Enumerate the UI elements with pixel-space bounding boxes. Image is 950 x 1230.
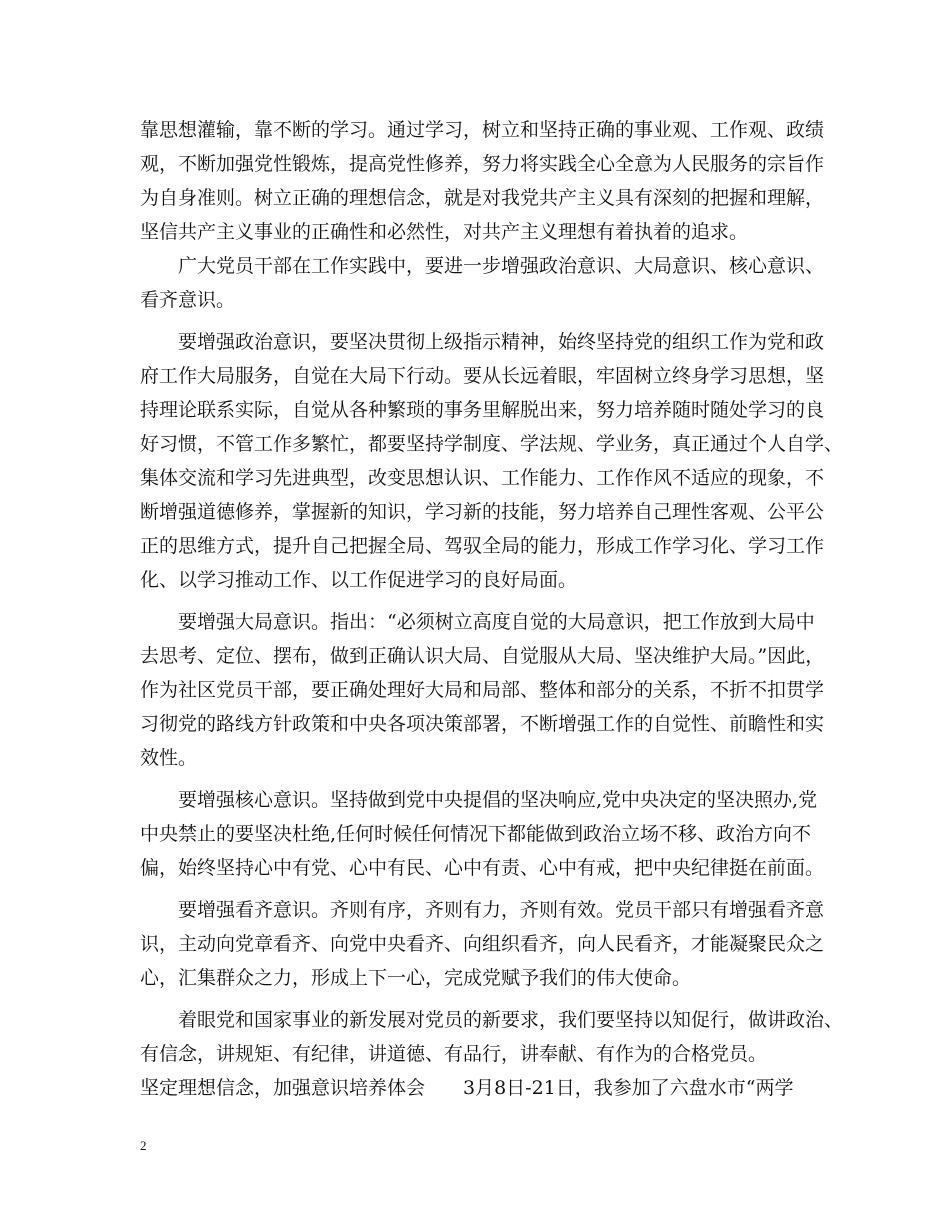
text-line: 着眼党和国家事业的新发展对党员的新要求，我们要坚持以知促行，做讲政治、 [178, 1009, 844, 1031]
text-line: 化、以学习推动工作、以工作促进学习的良好局面。 [140, 569, 578, 591]
text-line: 集体交流和学习先进典型，改变思想认识、工作能力、工作作风不适应的现象，不 [140, 467, 825, 489]
text-line: 要增强看齐意识。齐则有序，齐则有力，齐则有效。党员干部只有增强看齐意 [178, 899, 825, 921]
text-line: 心，汇集群众之力，形成上下一心，完成党赋予我们的伟大使命。 [140, 967, 692, 989]
text-line: 看齐意识。 [140, 289, 236, 311]
text-line: 正的思维方式，提升自己把握全局、驾驭全局的能力，形成工作学习化、学习工作 [140, 535, 825, 557]
text-line: 为自身准则。树立正确的理想信念，就是对我党共产主义具有深刻的把握和理解， [140, 187, 825, 209]
text-line: 效性。 [140, 747, 198, 769]
text-line: 去思考、定位、摆布，做到正确认识大局、自觉服从大局、坚决维护大局。”因此， [140, 645, 825, 667]
text-line: 坚信共产主义事业的正确性和必然性，对共产主义理想有着执着的追求。 [140, 221, 749, 243]
text-line: 好习惯，不管工作多繁忙，都要坚持学制度、学法规、学业务，真正通过个人自学、 [140, 433, 844, 455]
text-line: 断增强道德修养，掌握新的知识，学习新的技能，努力培养自己理性客观、公平公 [140, 501, 825, 523]
text-line: 靠思想灌输，靠不断的学习。通过学习，树立和坚持正确的事业观、工作观、政绩 [140, 119, 825, 141]
text-line: 坚定理想信念，加强意识培养体会 3月8日-21日，我参加了六盘水市“两学 [140, 1077, 794, 1099]
text-line: 有信念，讲规矩、有纪律，讲道德、有品行，讲奉献、有作为的合格党员。 [140, 1043, 768, 1065]
text-line: 观，不断加强党性锻炼，提高党性修养，努力将实践全心全意为人民服务的宗旨作 [140, 153, 825, 175]
text-line: 要增强核心意识。坚持做到党中央提倡的坚决响应,党中央决定的坚决照办,党 [178, 789, 818, 811]
text-line: 广大党员干部在工作实践中，要进一步增强政治意识、大局意识、核心意识、 [178, 255, 825, 277]
text-line: 要增强大局意识。指出：“必须树立高度自觉的大局意识，把工作放到大局中 [178, 611, 815, 633]
text-line: 偏，始终坚持心中有党、心中有民、心中有责、心中有戒，把中央纪律挺在前面。 [140, 857, 825, 879]
text-line: 府工作大局服务，自觉在大局下行动。要从长远着眼，牢固树立终身学习思想，坚 [140, 365, 825, 387]
text-line: 中央禁止的要坚决杜绝,任何时候任何情况下都能做到政治立场不移、政治方向不 [140, 823, 812, 845]
text-line: 要增强政治意识，要坚决贯彻上级指示精神，始终坚持党的组织工作为党和政 [178, 331, 825, 353]
text-line: 习彻党的路线方针政策和中央各项决策部署，不断增强工作的自觉性、前瞻性和实 [140, 713, 825, 735]
text-line: 识，主动向党章看齐、向党中央看齐、向组织看齐，向人民看齐，才能凝聚民众之 [140, 933, 825, 955]
page-number: 2 [140, 1138, 147, 1153]
text-line: 持理论联系实际，自觉从各种繁琐的事务里解脱出来，努力培养随时随处学习的良 [140, 399, 825, 421]
text-line: 作为社区党员干部，要正确处理好大局和局部、整体和部分的关系，不折不扣贯学 [140, 679, 825, 701]
